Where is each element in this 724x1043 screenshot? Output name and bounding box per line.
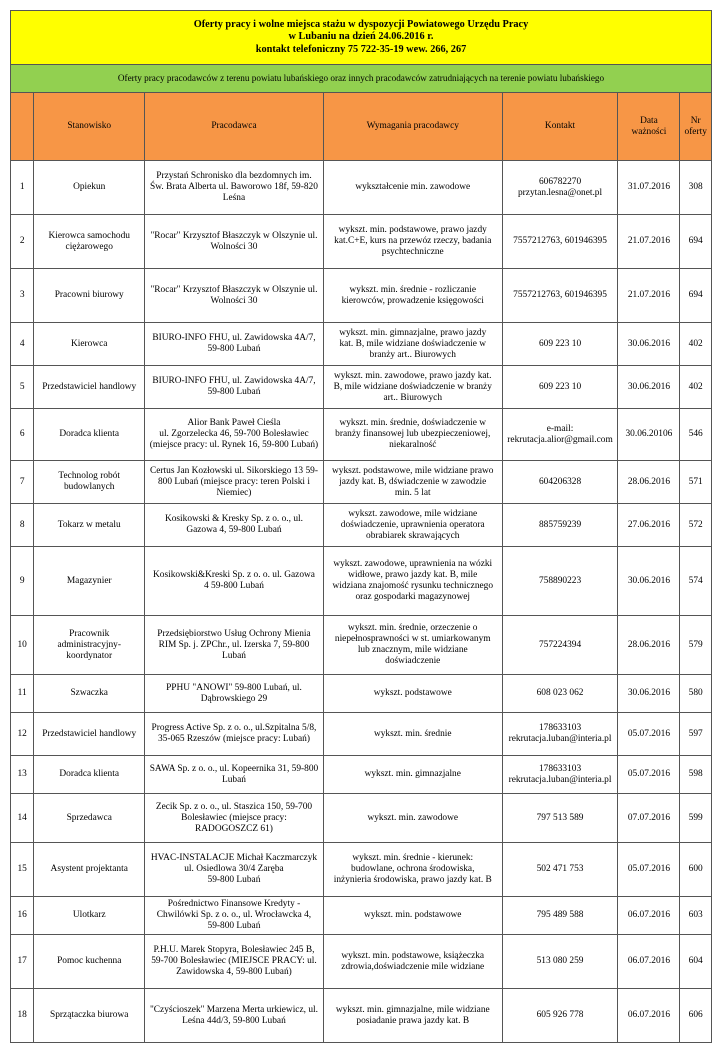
cell-wymagania [323, 215, 502, 269]
cell-line: wykszt. min. podstawowe [364, 910, 462, 920]
cell-wymagania [323, 547, 502, 616]
cell-line: zdrowia,doświadczenie mile widziane [341, 961, 485, 972]
cell-stanowisko [34, 794, 145, 843]
cell-pracodawca [145, 215, 324, 269]
table-row [11, 935, 712, 989]
cell-stanowisko [34, 547, 145, 616]
cell-line: Kosikowski & Kresky Sp. z o. o., ul. [164, 514, 303, 524]
header-data-line-2: ważności [631, 126, 667, 137]
cell-stanowisko [34, 897, 145, 935]
cell-line: niepełnosprawności w st. umiarkowanym [334, 634, 491, 644]
cell-line: Niemiec) [216, 487, 252, 498]
cell-nr: 402 [680, 323, 712, 366]
cell-line: ciężarowego [65, 241, 113, 252]
cell-pracodawca [145, 504, 324, 547]
cell-line: lub znacznym, mile widziane [357, 645, 468, 655]
cell-line: Bolesławiec (miejsce pracy: [181, 812, 287, 823]
cell-stanowisko [34, 843, 145, 897]
cell-line: 800 Lubań (miejsce pracy: teren Polski i [157, 476, 310, 487]
cell-line: ul. Zgorzelecka 46, 59-700 Bolesławiec [159, 429, 309, 439]
cell-data: 21.07.2016 [618, 269, 680, 323]
cell-wymagania [323, 794, 502, 843]
cell-line: Sprzątaczka biurowa [50, 1010, 129, 1020]
cell-line: rekrutacja.luban@interia.pl [508, 774, 612, 785]
cell-line: widziana znajomość rysunku technicznego [332, 581, 494, 591]
cell-line: Doradca klienta [59, 769, 120, 779]
cell-stanowisko [34, 366, 145, 409]
header-lp [11, 93, 34, 161]
table-row [11, 547, 712, 616]
cell-line: branży finansowej lub ubezpieczeniowej, [335, 429, 491, 439]
cell-line: Ulotkarz [72, 910, 106, 920]
cell-line: 59-700 Bolesławiec (MIEJSCE PRACY: ul. [151, 956, 317, 966]
cell-line: 59-800 Lubań [207, 387, 261, 397]
cell-line: 608 023 062 [536, 688, 584, 698]
cell-line: wykształcenie min. zawodowe [355, 182, 471, 192]
cell-lp: 17 [11, 935, 34, 989]
cell-line: 758890223 [538, 575, 582, 586]
document-subtitle: Oferty pracy pracodawców z terenu powiatu lubańskiego oraz innych pracodawców zatrudniających na terenie powiatu lubańskiego [11, 65, 712, 93]
cell-line: BIURO-INFO FHU, ul. Zawidowska 4A/7, [152, 376, 316, 386]
cell-nr: 606 [680, 989, 712, 1043]
cell-pracodawca [145, 409, 324, 461]
cell-kontakt [502, 675, 618, 713]
header-nr-line-2: oferty [684, 126, 707, 137]
cell-line: Certus Jan Kozłowski ul. Sikorskiego 13 59- [149, 465, 318, 476]
cell-line: Technolog robót [58, 471, 120, 481]
cell-line: Przedsiębiorstwo Usług Ochrony Mienia [157, 628, 311, 639]
cell-line: Pracowni biurowy [54, 290, 124, 300]
cell-nr: 604 [680, 935, 712, 989]
cell-line: kat. B, mile widziane doświadczenie w [339, 338, 487, 349]
subtitle-row [11, 65, 712, 93]
cell-kontakt [502, 547, 618, 616]
cell-lp: 6 [11, 409, 34, 461]
cell-lp: 5 [11, 366, 34, 409]
cell-pracodawca [145, 161, 324, 215]
header-kontakt: Kontakt [502, 93, 618, 161]
cell-line: Lubań [221, 650, 246, 661]
cell-kontakt [502, 616, 618, 675]
cell-data: 07.07.2016 [618, 794, 680, 843]
cell-line: obrabiarek skrawających [366, 530, 460, 541]
cell-line: Leśna [222, 193, 246, 203]
cell-line: RIM Sp. j. ZPChr., ul. Izerska 7, 59-800 [158, 639, 310, 650]
cell-line: 606782270 [538, 176, 582, 187]
cell-line: rekrutacja.luban@interia.pl [508, 734, 612, 744]
cell-data: 05.07.2016 [618, 713, 680, 756]
cell-line: Kosikowski&Kreski Sp. z o. o. ul. Gazowa [152, 570, 315, 580]
cell-wymagania [323, 935, 502, 989]
cell-pracodawca [145, 756, 324, 794]
cell-nr: 572 [680, 504, 712, 547]
cell-line: Asystent projektanta [50, 864, 128, 874]
cell-line: BIURO-INFO FHU, ul. Zawidowska 4A/7, [152, 333, 316, 343]
cell-line: 178633103 [538, 763, 582, 774]
cell-lp: 10 [11, 616, 34, 675]
table-row [11, 269, 712, 323]
cell-line: art.. Biurowych [383, 392, 443, 403]
document-page [10, 10, 712, 1043]
cell-line: RADOGOSZCZ 61) [195, 823, 273, 834]
job-offers-table [10, 10, 712, 1043]
cell-kontakt [502, 713, 618, 756]
cell-line: PPHU "ANOWI" 59-800 Lubań, ul. [166, 682, 302, 693]
cell-line: 7557212763, 601946395 [513, 236, 607, 246]
cell-pracodawca [145, 366, 324, 409]
cell-line: 885759239 [538, 519, 582, 530]
table-row [11, 504, 712, 547]
cell-pracodawca [145, 794, 324, 843]
cell-line: 795 489 588 [536, 910, 584, 920]
cell-stanowisko [34, 989, 145, 1043]
cell-line: "Czyścioszek" Marzena Merta urkiewicz, ul. [149, 1004, 318, 1015]
cell-line: Przedstawiciel handlowy [42, 381, 137, 392]
cell-wymagania [323, 989, 502, 1043]
cell-line: koordynator [66, 650, 113, 661]
cell-pracodawca [145, 323, 324, 366]
cell-data: 28.06.2016 [618, 616, 680, 675]
cell-wymagania [323, 897, 502, 935]
cell-stanowisko [34, 713, 145, 756]
cell-wymagania [323, 843, 502, 897]
cell-stanowisko [34, 675, 145, 713]
header-stanowisko: Stanowisko [34, 93, 145, 161]
cell-kontakt [502, 161, 618, 215]
cell-line: Zawidowska 4, 59-800 Lubań) [176, 967, 292, 977]
cell-lp: 4 [11, 323, 34, 366]
cell-stanowisko [34, 161, 145, 215]
cell-lp: 7 [11, 461, 34, 504]
cell-nr: 546 [680, 409, 712, 461]
cell-line: Magazynier [66, 575, 112, 586]
cell-line: Opiekun [73, 182, 106, 192]
header-nr [680, 93, 712, 161]
cell-line: wykszt. min. średnie [373, 728, 452, 739]
cell-line: Zecik Sp. z o. o., ul. Staszica 150, 59-700 [155, 801, 313, 812]
cell-line: 604206328 [538, 476, 582, 487]
cell-lp: 12 [11, 713, 34, 756]
cell-stanowisko [34, 461, 145, 504]
cell-pracodawca [145, 269, 324, 323]
cell-line: Tokarz w metalu [57, 519, 121, 530]
header-nr-line-1: Nr [690, 115, 701, 126]
cell-line: (miejsce pracy: ul. Rynek 16, 59-800 Lubań) [149, 440, 319, 450]
cell-kontakt [502, 935, 618, 989]
cell-kontakt [502, 323, 618, 366]
cell-line: budowlanych [63, 482, 115, 492]
cell-kontakt [502, 843, 618, 897]
cell-nr: 579 [680, 616, 712, 675]
cell-data: 05.07.2016 [618, 756, 680, 794]
cell-wymagania [323, 756, 502, 794]
cell-nr: 580 [680, 675, 712, 713]
cell-data: 05.07.2016 [618, 843, 680, 897]
cell-line: Pracownik [69, 628, 110, 639]
cell-nr: 600 [680, 843, 712, 897]
cell-line: Szwaczka [70, 688, 108, 698]
cell-line: wykszt. min. podstawowe, książeczka [341, 950, 485, 961]
cell-wymagania [323, 461, 502, 504]
cell-line: "Rocar" Krzysztof Błaszczyk w Olszynie ul. [150, 284, 318, 295]
cell-line: ul. Osiedlowa 30/4 Zaręba [184, 864, 284, 874]
cell-pracodawca [145, 616, 324, 675]
cell-lp: 8 [11, 504, 34, 547]
cell-line: Progress Active Sp. z o. o., ul.Szpitalna 5/8, [151, 723, 317, 733]
cell-kontakt [502, 269, 618, 323]
cell-kontakt [502, 409, 618, 461]
header-pracodawca: Pracodawca [145, 93, 324, 161]
title-row [11, 11, 712, 65]
cell-data: 27.06.2016 [618, 504, 680, 547]
header-wymagania: Wymagania pracodawcy [323, 93, 502, 161]
cell-kontakt [502, 366, 618, 409]
cell-wymagania [323, 323, 502, 366]
cell-lp: 13 [11, 756, 34, 794]
cell-line: B, mile widziane doświadczenie w branży [333, 381, 492, 392]
cell-line: Wolności 30 [210, 295, 258, 306]
cell-data: 30.06.20106 [618, 409, 680, 461]
cell-lp: 2 [11, 215, 34, 269]
cell-line: rekrutacja.alior@gmail.com [507, 434, 613, 445]
cell-nr: 603 [680, 897, 712, 935]
cell-pracodawca [145, 897, 324, 935]
cell-line: "Rocar" Krzysztof Błaszczyk w Olszynie ul. [150, 230, 318, 241]
cell-line: 757224394 [538, 639, 582, 650]
cell-line: 178633103 [538, 723, 582, 733]
document-title [11, 11, 712, 65]
cell-lp: 1 [11, 161, 34, 215]
table-row [11, 215, 712, 269]
cell-kontakt [502, 794, 618, 843]
cell-line: wykszt. min. średnie - rozliczanie [349, 284, 477, 295]
cell-kontakt [502, 504, 618, 547]
cell-lp: 11 [11, 675, 34, 713]
cell-line: administracyjny- [57, 639, 121, 650]
cell-lp: 14 [11, 794, 34, 843]
cell-line: branży art.. Biurowych [369, 349, 456, 360]
table-row [11, 616, 712, 675]
cell-line: Przedstawiciel handlowy [42, 728, 137, 739]
cell-line: 797 513 589 [536, 812, 584, 823]
table-row [11, 897, 712, 935]
cell-pracodawca [145, 935, 324, 989]
cell-line: 7557212763, 601946395 [513, 290, 607, 300]
cell-wymagania [323, 675, 502, 713]
cell-lp: 3 [11, 269, 34, 323]
cell-line: Chwilówki Sp. z o. o., ul. Wrocławcka 4, [156, 910, 312, 920]
cell-line: e-mail: [546, 423, 574, 434]
cell-line: 59-800 Lubań [207, 344, 261, 354]
cell-kontakt [502, 756, 618, 794]
cell-line: wykszt. min. średnie, orzeczenie o [348, 623, 478, 633]
table-row [11, 366, 712, 409]
cell-line: wykszt. zawodowe, mile widziane [348, 508, 478, 519]
cell-pracodawca [145, 675, 324, 713]
cell-line: Leśna 44d/3, 59-800 Lubań [182, 1015, 286, 1026]
cell-line: oraz gospodarki magazynowej [355, 592, 471, 602]
cell-line: posiadanie prawa jazdy kat. B [356, 1015, 470, 1026]
table-row [11, 409, 712, 461]
cell-wymagania [323, 616, 502, 675]
cell-line: Św. Brata Alberta ul. Baworowo 18f, 59-820 [150, 182, 318, 192]
cell-data: 30.06.2016 [618, 547, 680, 616]
cell-data: 31.07.2016 [618, 161, 680, 215]
cell-line: Alior Bank Paweł Cieśla [187, 418, 281, 428]
cell-pracodawca [145, 989, 324, 1043]
cell-wymagania [323, 504, 502, 547]
cell-line: Doradca klienta [59, 429, 120, 439]
cell-line: jazdy kat. B, dświadczenie w zawodzie [339, 476, 487, 487]
cell-line: wykszt. min. podstawowe, prawo jazdy [338, 225, 487, 235]
cell-line: wykszt. min. gimnazjalne, prawo jazdy [339, 327, 487, 338]
cell-pracodawca [145, 713, 324, 756]
table-row [11, 843, 712, 897]
cell-pracodawca [145, 547, 324, 616]
cell-data: 06.07.2016 [618, 897, 680, 935]
cell-data: 28.06.2016 [618, 461, 680, 504]
table-row [11, 461, 712, 504]
cell-nr: 694 [680, 269, 712, 323]
cell-line: Sprzedawca [66, 812, 112, 823]
table-row [11, 323, 712, 366]
cell-line: P.H.U. Marek Stopyra, Bolesławiec 245 B, [153, 945, 315, 955]
cell-wymagania [323, 713, 502, 756]
cell-line: Przystań Schronisko dla bezdomnych im. [156, 171, 312, 181]
cell-line: przytan.lesna@onet.pl [517, 187, 603, 198]
cell-line: SAWA Sp. z o. o., ul. Kopeernika 31, 59-800 [149, 763, 319, 774]
cell-kontakt [502, 461, 618, 504]
cell-line: budowlane, ochrona środowiska, [351, 864, 475, 874]
cell-kontakt [502, 215, 618, 269]
cell-line: HVAC-INSTALACJE Michał Kaczmarczyk [150, 853, 318, 863]
cell-line: Kierowca [70, 338, 108, 349]
cell-line: 609 223 10 [538, 381, 582, 392]
title-line-1: Oferty pracy i wolne miejsca stażu w dyspozycji Powiatowego Urzędu Pracy [193, 19, 529, 31]
cell-line: wykszt. min. średnie, doświadczenie w [339, 418, 487, 428]
cell-line: wykszt. zawodowe, uprawnienia na wózki [333, 559, 493, 569]
table-row [11, 713, 712, 756]
cell-line: Pośrednictwo Finansowe Kredyty - [167, 899, 301, 909]
cell-nr: 694 [680, 215, 712, 269]
cell-line: 609 223 10 [538, 338, 582, 349]
cell-line: 4 59-800 Lubań [204, 581, 264, 591]
cell-nr: 597 [680, 713, 712, 756]
cell-line: niekaralność [389, 440, 437, 450]
cell-line: Pomoc kuchenna [57, 956, 122, 966]
cell-pracodawca [145, 843, 324, 897]
cell-line: wykszt. podstawowe [373, 688, 452, 698]
table-body [11, 161, 712, 1043]
cell-line: wykszt. min. gimnazjalne [364, 769, 461, 779]
title-line-2: w Lubaniu na dzień 24.06.2016 r. [288, 31, 434, 43]
cell-data: 06.07.2016 [618, 989, 680, 1043]
cell-line: 59-800 Lubań [207, 921, 261, 931]
cell-lp: 15 [11, 843, 34, 897]
cell-line: 35-065 Rzeszów (miejsce pracy: Lubań) [157, 734, 310, 744]
cell-line: min. 5 lat [394, 487, 431, 498]
cell-stanowisko [34, 215, 145, 269]
cell-data: 30.06.2016 [618, 675, 680, 713]
cell-wymagania [323, 409, 502, 461]
cell-stanowisko [34, 323, 145, 366]
cell-stanowisko [34, 616, 145, 675]
cell-line: kierowców, prowadzenie księgowości [341, 295, 484, 306]
cell-data: 21.07.2016 [618, 215, 680, 269]
cell-data: 06.07.2016 [618, 935, 680, 989]
table-row [11, 794, 712, 843]
cell-line: psychtechniczne [381, 247, 444, 257]
cell-line: wykszt. min. zawodowe, prawo jazdy kat. [333, 370, 492, 381]
cell-line: wykszt. podstawowe, mile widziane prawo [332, 465, 494, 476]
cell-wymagania [323, 366, 502, 409]
cell-pracodawca [145, 461, 324, 504]
cell-line: Wolności 30 [210, 241, 258, 252]
cell-line: Gazowa 4, 59-800 Lubań [186, 525, 282, 535]
header-data [618, 93, 680, 161]
cell-wymagania [323, 161, 502, 215]
table-row [11, 989, 712, 1043]
cell-lp: 18 [11, 989, 34, 1043]
table-row [11, 756, 712, 794]
cell-kontakt [502, 897, 618, 935]
cell-stanowisko [34, 504, 145, 547]
cell-line: Dąbrowskiego 29 [200, 693, 268, 704]
cell-stanowisko [34, 409, 145, 461]
cell-line: Lubań [221, 774, 246, 785]
cell-line: 513 080 259 [536, 956, 584, 966]
header-data-line-1: Data [640, 115, 658, 126]
cell-lp: 16 [11, 897, 34, 935]
cell-line: doświadczenie [385, 656, 441, 666]
cell-line: wykszt. min. średnie - kierunek: [352, 853, 474, 863]
title-line-3: kontakt telefoniczny 75 722-35-19 wew. 266, 267 [255, 43, 467, 55]
table-row [11, 675, 712, 713]
cell-nr: 571 [680, 461, 712, 504]
cell-kontakt [502, 989, 618, 1043]
cell-line: wykszt. min. zawodowe [367, 812, 459, 823]
cell-line: Kierowca samochodu [48, 230, 130, 241]
cell-stanowisko [34, 756, 145, 794]
cell-line: doświadczenie, uprawnienia operatora [340, 519, 485, 530]
cell-line: 605 926 778 [536, 1010, 584, 1020]
cell-line: inżynieria środowiska, prawo jazdy kat. B [333, 875, 492, 885]
cell-data: 30.06.2016 [618, 366, 680, 409]
cell-line: 59-800 Lubań [207, 875, 261, 885]
header-row [11, 93, 712, 161]
cell-lp: 9 [11, 547, 34, 616]
table-row [11, 161, 712, 215]
cell-stanowisko [34, 269, 145, 323]
cell-wymagania [323, 269, 502, 323]
cell-nr: 402 [680, 366, 712, 409]
cell-line: 502 471 753 [536, 864, 584, 874]
cell-nr: 598 [680, 756, 712, 794]
cell-stanowisko [34, 935, 145, 989]
cell-nr: 308 [680, 161, 712, 215]
cell-data: 30.06.2016 [618, 323, 680, 366]
cell-line: kat.C+E, kurs na przewóz rzeczy, badania [334, 236, 492, 246]
cell-nr: 574 [680, 547, 712, 616]
cell-line: widłowe, prawo jazdy kat. B, mile [348, 570, 478, 580]
cell-nr: 599 [680, 794, 712, 843]
cell-line: wykszt. min. gimnazjalne, mile widziane [335, 1004, 490, 1015]
